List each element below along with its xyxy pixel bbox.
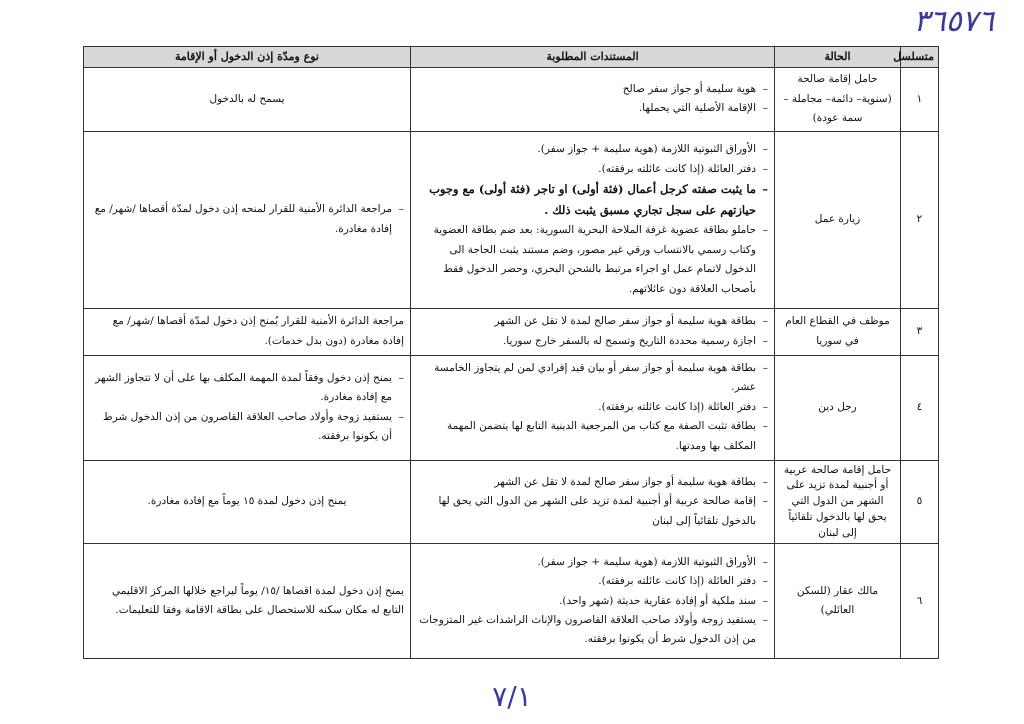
row-status: مالك عقار (للسكن العائلي) bbox=[775, 544, 901, 659]
row-documents bbox=[411, 131, 775, 308]
row-documents bbox=[411, 355, 775, 460]
row-permit bbox=[84, 355, 411, 460]
table-row bbox=[84, 308, 939, 355]
table-row bbox=[84, 544, 939, 659]
row-permit: يمنح إذن دخول لمدة ١٥ يوماً مع إفادة مغادرة. bbox=[84, 460, 411, 544]
table-row bbox=[84, 131, 939, 308]
document-item: – بطاقة هوية سليمة أو جواز سفر صالح لمدة لا تقل عن الشهر bbox=[417, 312, 768, 331]
document-item: – اجازة رسمية محددة التاريخ وتسمح له بالسفر خارج سوريا. bbox=[417, 332, 768, 351]
header-status: الحالة bbox=[775, 47, 901, 68]
page-number: ٧/١ bbox=[492, 680, 532, 713]
row-status: حامل إقامة صالحة عربية أو أجنبية لمدة تزيد على الشهر من الدول التي يحق لها بالدخول تلقائياً إلى لبنان bbox=[775, 460, 901, 544]
permit-item: – مراجعة الدائرة الأمنية للقرار لمنحه إذن دخول لمدّة أقصاها /شهر/ مع إفادة مغادرة. bbox=[90, 200, 404, 239]
handwritten-reference-number: ٣٦٥٧٦ bbox=[913, 4, 994, 39]
row-status: موظف في القطاع العام في سوريا bbox=[775, 308, 901, 355]
row-serial: ٤ bbox=[901, 355, 939, 460]
permit-item: – يستفيد زوجة وأولاد صاحب العلاقة القاصرون من إذن الدخول شرط أن يكونوا برفقته. bbox=[90, 408, 404, 447]
header-permit: نوع ومدّة إذن الدخول أو الإقامة bbox=[84, 47, 411, 68]
header-documents: المستندات المطلوبة bbox=[411, 47, 775, 68]
row-permit: مراجعة الدائرة الأمنية للقرار يُمنح إذن دخول لمدّة أقصاها /شهر/ مع إفادة مغادرة (دون بدل خدمات). bbox=[84, 308, 411, 355]
document-item: – إقامة صالحة عربية أو أجنبية لمدة تزيد على الشهر من الدول التي يحق لها بالدخول تلقائياً إلى لبنان bbox=[417, 492, 768, 531]
row-documents bbox=[411, 544, 775, 659]
permit-item: – يمنح إذن دخول وفقاً لمدة المهمة المكلف بها على أن لا تتجاوز الشهر مع إفادة مغادرة. bbox=[90, 369, 404, 408]
document-item: – الإقامة الأصلية التي يحملها. bbox=[417, 99, 768, 118]
document-item: – بطاقة هوية سليمة أو جواز سفر صالح لمدة لا تقل عن الشهر bbox=[417, 473, 768, 492]
row-serial: ٥ bbox=[901, 460, 939, 544]
table-row bbox=[84, 355, 939, 460]
row-permit: يمنح إذن دخول لمدة اقصاها /١٥/ يوماً ليراجع خلالها المركز الاقليمي التابع له مكان سكنه للاستحصال على بطاقة الاقامة وفقا للتعليمات. bbox=[84, 544, 411, 659]
row-documents bbox=[411, 460, 775, 544]
row-serial: ٢ bbox=[901, 131, 939, 308]
row-serial: ٣ bbox=[901, 308, 939, 355]
table-row bbox=[84, 460, 939, 544]
entry-permit-table bbox=[83, 46, 939, 659]
document-item: – هوية سليمة أو جواز سفر صالح bbox=[417, 80, 768, 99]
document-item: – بطاقة هوية سليمة أو جواز سفر أو بيان قيد إفرادي لمن لم يتجاوز الخامسة عشر. bbox=[417, 359, 768, 398]
table-header-row bbox=[84, 47, 939, 68]
document-item: – الأوراق الثبوتية اللازمة (هوية سليمة + جواز سفر). bbox=[417, 553, 768, 572]
row-permit bbox=[84, 131, 411, 308]
document-item: – دفتر العائلة (إذا كانت عائلته برفقته). bbox=[417, 160, 768, 179]
document-item: – بطاقة تثبت الصفة مع كتاب من المرجعية الدينية التابع لها يتضمن المهمة المكلف بها ومدتها. bbox=[417, 417, 768, 456]
row-permit: يسمح له بالدخول bbox=[84, 68, 411, 131]
document-item: – الأوراق الثبوتية اللازمة (هوية سليمة + جواز سفر). bbox=[417, 140, 768, 159]
header-serial: متسلسل bbox=[901, 47, 939, 68]
row-documents bbox=[411, 308, 775, 355]
document-item: – دفتر العائلة (إذا كانت عائلته برفقته). bbox=[417, 398, 768, 417]
document-item: – يستفيد زوجة وأولاد صاحب العلاقة القاصرون والإناث الراشدات غير المتزوجات من إذن الدخول شرط أن يكونوا برفقته. bbox=[417, 611, 768, 650]
row-serial: ١ bbox=[901, 68, 939, 131]
row-documents bbox=[411, 68, 775, 131]
table-row bbox=[84, 68, 939, 131]
row-serial: ٦ bbox=[901, 544, 939, 659]
row-status: زيارة عمل bbox=[775, 131, 901, 308]
document-item: – سند ملكية أو إفادة عقارية حديثة (شهر واحد). bbox=[417, 592, 768, 611]
document-item: – حاملو بطاقة عضوية غرفة الملاحة البحرية السورية: بعد ضم بطاقة العضوية وكتاب رسمي بالانتساب ورقي غير مصور، وضم مستند يثبت الحاجة الى الدخول لاتمام عمل او اجراء مرتبط بالشحن البحري، وحصر الدخول فقط بأصحاب العلاقة دون عائلاتهم. bbox=[417, 221, 768, 299]
row-status: رجل دين bbox=[775, 355, 901, 460]
row-status: حامل إقامة صالحة (سنوية– دائمة– مجاملة –سمة عودة) bbox=[775, 68, 901, 131]
document-item: – ما يثبت صفته كرجل أعمال (فئة أولى) او تاجر (فئة أولى) مع وجوب حيازتهم على سجل تجاري مسبق يثبت ذلك . bbox=[417, 179, 768, 222]
document-item: – دفتر العائلة (إذا كانت عائلته برفقته). bbox=[417, 572, 768, 591]
